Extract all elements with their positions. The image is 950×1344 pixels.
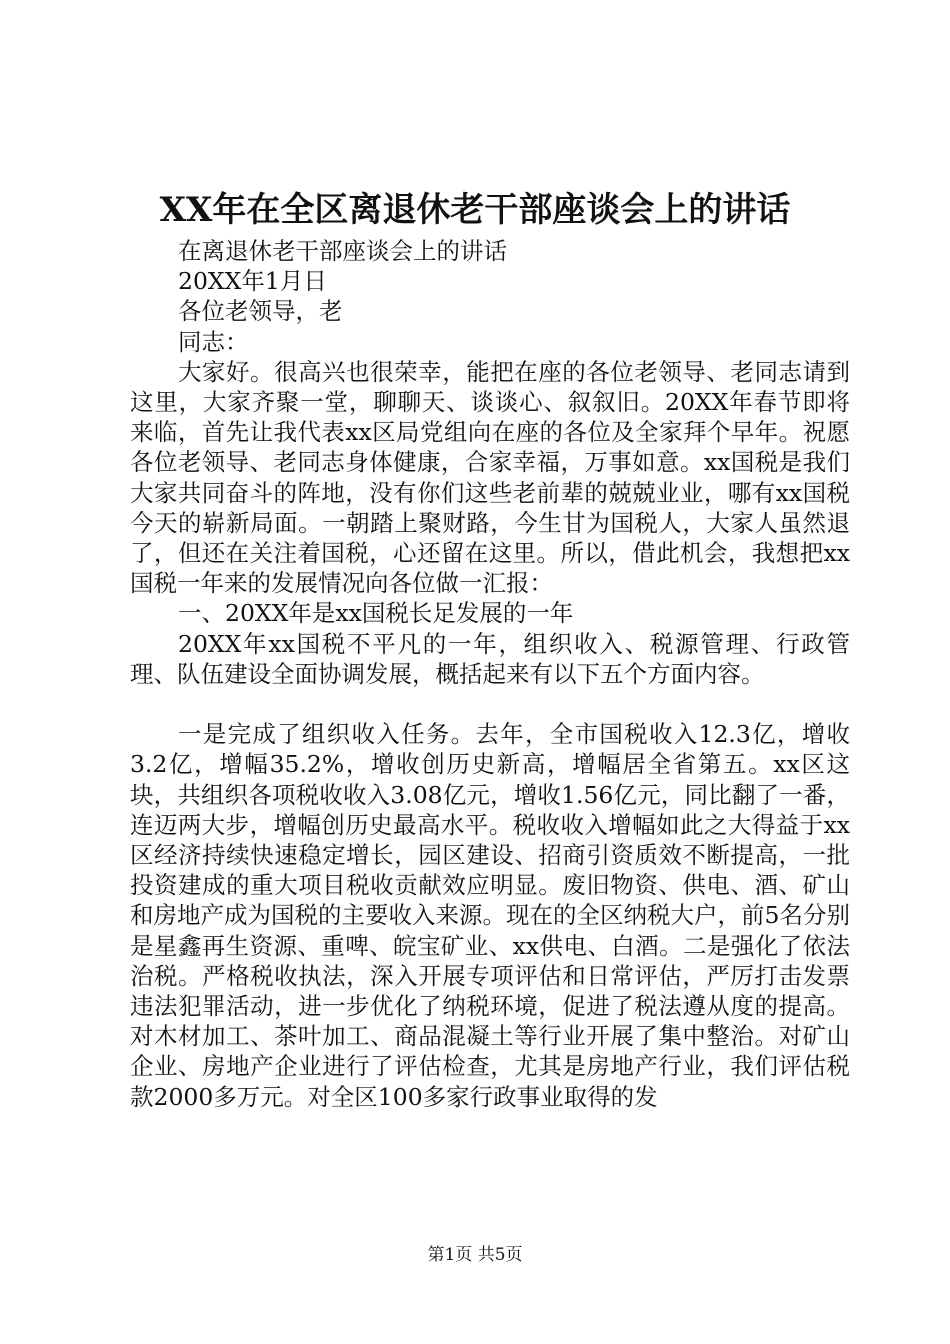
paragraph-gap [130,689,850,719]
page-footer: 第1页 共5页 [427,1245,523,1265]
speech-subtitle: 在离退休老干部座谈会上的讲话 [178,237,507,265]
speech-date: 20XX年1月日 [178,267,327,296]
salutation-line-1: 各位老领导，老 [178,297,343,326]
paragraph-overview: 20XX年xx国税不平凡的一年，组织收入、税源管理、行政管理、队伍建设全面协调发展，概括起来有以下五个方面内容。 [130,629,850,688]
paragraph-greeting: 大家好。很高兴也很荣幸，能把在座的各位老领导、老同志请到这里，大家齐聚一堂，聊聊天、谈谈心、叙叙旧。20XX年春节即将来临，首先让我代表xx区局党组向在座的各位及全家拜个早年。祝愿各位老领导、老同志身体健康，合家幸福，万事如意。xx国税是我们大家共同奋斗的阵地，没有你们这些老前辈的兢兢业业，哪有xx国税今天的崭新局面。一朝踏上聚财路，今生甘为国税人，大家人虽然退了，但还在关注着国税，心还留在这里。所以，借此机会，我想把xx国税一年来的发展情况向各位做一汇报： [130,357,850,598]
document-body [130,236,850,1112]
salutation-line-2: 同志： [178,327,249,356]
section-heading-1: 一、20XX年是xx国税长足发展的一年 [178,599,574,628]
paragraph-revenue: 一是完成了组织收入任务。去年，全市国税收入12.3亿，增收3.2亿，增幅35.2%，增收创历史新高，增幅居全省第五。xx区这块，共组织各项税收收入3.08亿元，增收1.56亿元，同比翻了一番，连迈两大步，增幅创历史最高水平。税收收入增幅如此之大得益于xx区经济持续快速稳定增长，园区建设、招商引资质效不断提高，一批投资建成的重大项目税收贡献效应明显。废旧物资、供电、酒、矿山和房地产成为国税的主要收入来源。现在的全区纳税大户，前5名分别是星鑫再生资源、重啤、皖宝矿业、xx供电、白酒。二是强化了依法治税。严格税收执法，深入开展专项评估和日常评估，严厉打击发票违法犯罪活动，进一步优化了纳税环境，促进了税法遵从度的提高。对木材加工、茶叶加工、商品混凝土等行业开展了集中整治。对矿山企业、房地产企业进行了评估检查，尤其是房地产行业，我们评估税款2000多万元。对全区100多家行政事业取得的发 [130,720,850,1111]
document-title: XX年在全区离退休老干部座谈会上的讲话 [159,190,791,230]
